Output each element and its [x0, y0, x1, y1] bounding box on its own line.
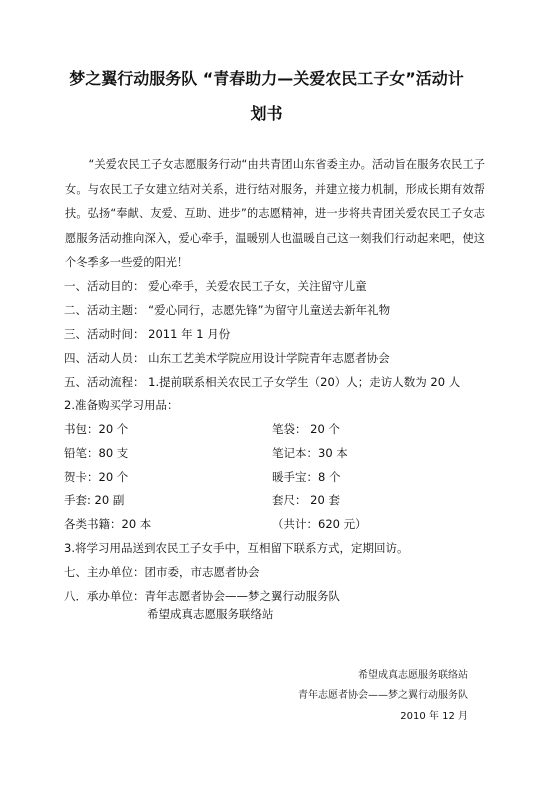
section-organizer: 八．承办单位：青年志愿者协会——梦之翼行动服务队	[64, 589, 340, 603]
supply-item: 暖手宝：8 个	[272, 470, 341, 484]
section-host: 七、主办单位：团市委，市志愿者协会	[64, 565, 260, 579]
intro-text: “关爱农民工子女志愿服务行动“由共青团山东省委主办。活动旨在服务农民工子女。与农民工子女建立结对关系，进行结对服务，并建立接力机制，形成长期有效帮扶。弘扬“奉献、友爱、互助、进步”的志愿精神，进一步将共青团关爱农民工子女志愿服务活动推向深入，爱心牵手，温暖别人也温暖自己这一刻我们行动起来吧，使这个冬季多一些爱的阳光！	[65, 158, 485, 269]
section-purpose: 一、活动目的： 爱心牵手，关爱农民工子女，关注留守儿童	[64, 279, 367, 293]
signature-organization: 希望成真志愿服务联络站	[358, 670, 468, 681]
step-2: 2.准备购买学习用品：	[64, 398, 179, 412]
section-organizer-2: 希望成真志愿服务联络站	[147, 607, 274, 621]
supply-item: 套尺： 20 套	[272, 493, 340, 507]
supply-total: （共计：620 元）	[272, 517, 367, 531]
section-time: 三、活动时间： 2011 年 1 月份	[64, 327, 231, 341]
supply-item: 笔记本：30 本	[272, 446, 348, 460]
supply-item: 手套: 20 副	[64, 493, 125, 507]
supply-item: 书包：20 个	[64, 422, 129, 436]
document-title-continued: 划书	[250, 104, 283, 123]
supply-item: 笔袋： 20 个	[272, 422, 340, 436]
supply-item: 各类书籍：20 本	[64, 517, 152, 531]
signature-team: 青年志愿者协会——梦之翼行动服务队	[298, 690, 468, 701]
supply-item: 铅笔：80 支	[64, 446, 129, 460]
step-3: 3.将学习用品送到农民工子女手中，互相留下联系方式，定期回访。	[64, 541, 409, 555]
document-title: 梦之翼行动服务队 “青春助力—关爱农民工子女”活动计	[69, 69, 464, 88]
section-process: 五、活动流程： 1.提前联系相关农民工子女学生（20）人；走访人数为 20 人	[64, 375, 461, 389]
supply-item: 贺卡：20 个	[64, 470, 129, 484]
section-people: 四、活动人员： 山东工艺美术学院应用设计学院青年志愿者协会	[64, 351, 390, 365]
section-theme: 二、活动主题： “爱心同行，志愿先锋”为留守儿童送去新年礼物	[64, 303, 391, 317]
signature-date: 2010 年 12 月	[400, 711, 468, 722]
intro-paragraph	[65, 153, 485, 276]
